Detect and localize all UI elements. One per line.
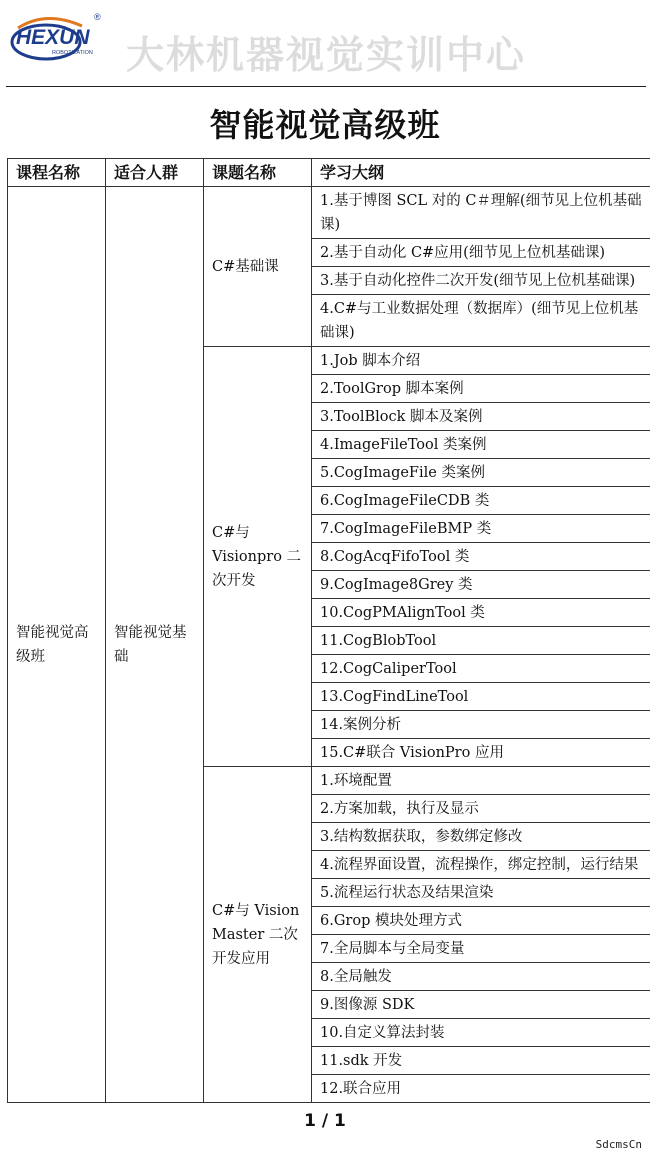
outline-item: 8.全局触发 bbox=[312, 963, 650, 991]
outline-item: 11.sdk 开发 bbox=[312, 1047, 650, 1075]
outline-item: 1.环境配置 bbox=[312, 767, 650, 795]
outline-item: 4.ImageFileTool 类案例 bbox=[312, 431, 650, 459]
outline-item: 1.Job 脚本介绍 bbox=[312, 347, 650, 375]
outline-item: 1.基于博图 SCL 对的 C＃理解(细节见上位机基础课) bbox=[312, 187, 650, 239]
outline-item: 2.基于自动化 C#应用(细节见上位机基础课) bbox=[312, 239, 650, 267]
table-row bbox=[8, 187, 650, 239]
outline-item: 4.流程界面设置，流程操作，绑定控制，运行结果 bbox=[312, 851, 650, 879]
outline-item: 6.Grop 模块处理方式 bbox=[312, 907, 650, 935]
outline-item: 3.基于自动化控件二次开发(细节见上位机基础课) bbox=[312, 267, 650, 295]
outline-item: 11.CogBlobTool bbox=[312, 627, 650, 655]
outline-item: 2.ToolGrop 脚本案例 bbox=[312, 375, 650, 403]
topic-cell: C#基础课 bbox=[204, 187, 312, 347]
outline-item: 7.全局脚本与全局变量 bbox=[312, 935, 650, 963]
outline-item: 6.CogImageFileCDB 类 bbox=[312, 487, 650, 515]
outline-item: 9.图像源 SDK bbox=[312, 991, 650, 1019]
svg-text:®: ® bbox=[94, 12, 101, 22]
outline-item: 10.自定义算法封装 bbox=[312, 1019, 650, 1047]
outline-item: 10.CogPMAlignTool 类 bbox=[312, 599, 650, 627]
watermark-text: 大林机器视觉实训中心 bbox=[126, 33, 527, 77]
svg-text:HEXUN: HEXUN bbox=[16, 26, 90, 49]
header-divider bbox=[6, 86, 646, 87]
outline-item: 5.CogImageFile 类案例 bbox=[312, 459, 650, 487]
svg-text:ROBOTIZATION: ROBOTIZATION bbox=[52, 50, 93, 56]
outline-item: 13.CogFindLineTool bbox=[312, 683, 650, 711]
outline-item: 9.CogImage8Grey 类 bbox=[312, 571, 650, 599]
header-course-name: 课程名称 bbox=[8, 159, 106, 187]
outline-item: 3.ToolBlock 脚本及案例 bbox=[312, 403, 650, 431]
outline-item: 2.方案加载，执行及显示 bbox=[312, 795, 650, 823]
header-outline: 学习大纲 bbox=[312, 159, 650, 187]
footer-mark: SdcmsCn bbox=[595, 1138, 642, 1151]
document-title: 智能视觉高级班 bbox=[209, 106, 441, 144]
topic-cell: C#与 Vision Master 二次开发应用 bbox=[204, 767, 312, 1103]
outline-item: 7.CogImageFileBMP 类 bbox=[312, 515, 650, 543]
outline-item: 15.C#联合 VisionPro 应用 bbox=[312, 739, 650, 767]
outline-item: 8.CogAcqFifoTool 类 bbox=[312, 543, 650, 571]
outline-item: 14.案例分析 bbox=[312, 711, 650, 739]
outline-item: 5.流程运行状态及结果渲染 bbox=[312, 879, 650, 907]
page-number: 1 / 1 bbox=[304, 1111, 346, 1131]
course-name-cell: 智能视觉高级班 bbox=[8, 187, 106, 1103]
outline-item: 3.结构数据获取，参数绑定修改 bbox=[312, 823, 650, 851]
audience-cell: 智能视觉基础 bbox=[106, 187, 204, 1103]
header-audience: 适合人群 bbox=[106, 159, 204, 187]
outline-item: 12.联合应用 bbox=[312, 1075, 650, 1103]
syllabus-table bbox=[7, 158, 650, 1103]
outline-item: 4.C#与工业数据处理（数据库）(细节见上位机基础课) bbox=[312, 295, 650, 347]
topic-cell: C#与 Visionpro 二次开发 bbox=[204, 347, 312, 767]
table-header-row bbox=[8, 159, 650, 187]
syllabus-body bbox=[8, 187, 650, 1103]
outline-item: 12.CogCaliperTool bbox=[312, 655, 650, 683]
hexun-logo bbox=[8, 6, 108, 64]
header-topic: 课题名称 bbox=[204, 159, 312, 187]
page-header bbox=[0, 0, 650, 90]
